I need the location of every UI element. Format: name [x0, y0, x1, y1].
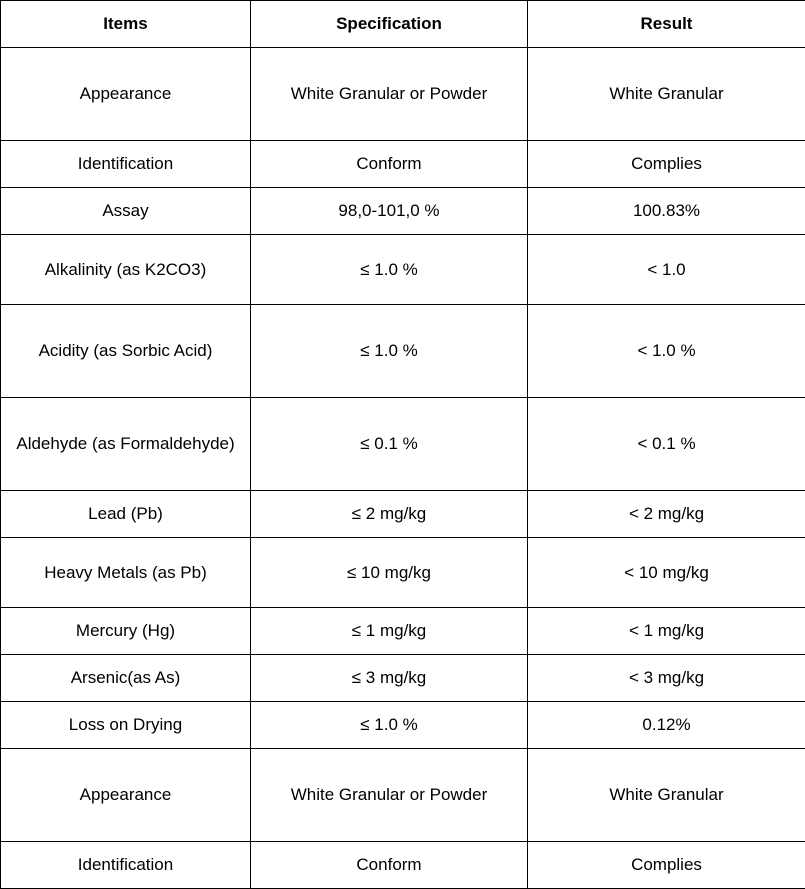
cell-item: Appearance	[1, 48, 251, 141]
cell-spec: White Granular or Powder	[251, 48, 528, 141]
cell-spec: ≤ 1.0 %	[251, 702, 528, 749]
cell-spec: Conform	[251, 141, 528, 188]
cell-result: < 0.1 %	[528, 398, 805, 491]
table-row	[1, 398, 805, 491]
table-row	[1, 188, 805, 235]
cell-item: Aldehyde (as Formaldehyde)	[1, 398, 251, 491]
table-row	[1, 141, 805, 188]
cell-spec: ≤ 2 mg/kg	[251, 491, 528, 538]
cell-spec: ≤ 10 mg/kg	[251, 538, 528, 608]
header-specification: Specification	[251, 1, 528, 48]
cell-item: Acidity (as Sorbic Acid)	[1, 305, 251, 398]
cell-spec: ≤ 0.1 %	[251, 398, 528, 491]
table-row	[1, 608, 805, 655]
cell-result: 0.12%	[528, 702, 805, 749]
cell-spec: ≤ 1.0 %	[251, 235, 528, 305]
table-row	[1, 749, 805, 842]
cell-item: Mercury (Hg)	[1, 608, 251, 655]
cell-result: 100.83%	[528, 188, 805, 235]
cell-spec: Conform	[251, 842, 528, 889]
table-row	[1, 538, 805, 608]
table-row	[1, 655, 805, 702]
cell-item: Alkalinity (as K2CO3)	[1, 235, 251, 305]
cell-item: Assay	[1, 188, 251, 235]
table-row	[1, 235, 805, 305]
table-row	[1, 48, 805, 141]
cell-result: < 1.0 %	[528, 305, 805, 398]
cell-result: Complies	[528, 842, 805, 889]
cell-spec: White Granular or Powder	[251, 749, 528, 842]
header-row	[1, 1, 805, 48]
table-row	[1, 842, 805, 889]
cell-item: Loss on Drying	[1, 702, 251, 749]
table-row	[1, 305, 805, 398]
header-items: Items	[1, 1, 251, 48]
cell-result: < 1 mg/kg	[528, 608, 805, 655]
cell-spec: ≤ 1 mg/kg	[251, 608, 528, 655]
cell-result: White Granular	[528, 48, 805, 141]
cell-item: Identification	[1, 842, 251, 889]
cell-spec: ≤ 1.0 %	[251, 305, 528, 398]
cell-item: Lead (Pb)	[1, 491, 251, 538]
table-row	[1, 491, 805, 538]
cell-item: Arsenic(as As)	[1, 655, 251, 702]
cell-result: < 10 mg/kg	[528, 538, 805, 608]
cell-item: Heavy Metals (as Pb)	[1, 538, 251, 608]
cell-spec: ≤ 3 mg/kg	[251, 655, 528, 702]
cell-result: Complies	[528, 141, 805, 188]
cell-item: Appearance	[1, 749, 251, 842]
cell-result: < 2 mg/kg	[528, 491, 805, 538]
table-row	[1, 702, 805, 749]
header-result: Result	[528, 1, 805, 48]
cell-result: < 1.0	[528, 235, 805, 305]
cell-result: White Granular	[528, 749, 805, 842]
cell-result: < 3 mg/kg	[528, 655, 805, 702]
cell-spec: 98,0-101,0 %	[251, 188, 528, 235]
cell-item: Identification	[1, 141, 251, 188]
